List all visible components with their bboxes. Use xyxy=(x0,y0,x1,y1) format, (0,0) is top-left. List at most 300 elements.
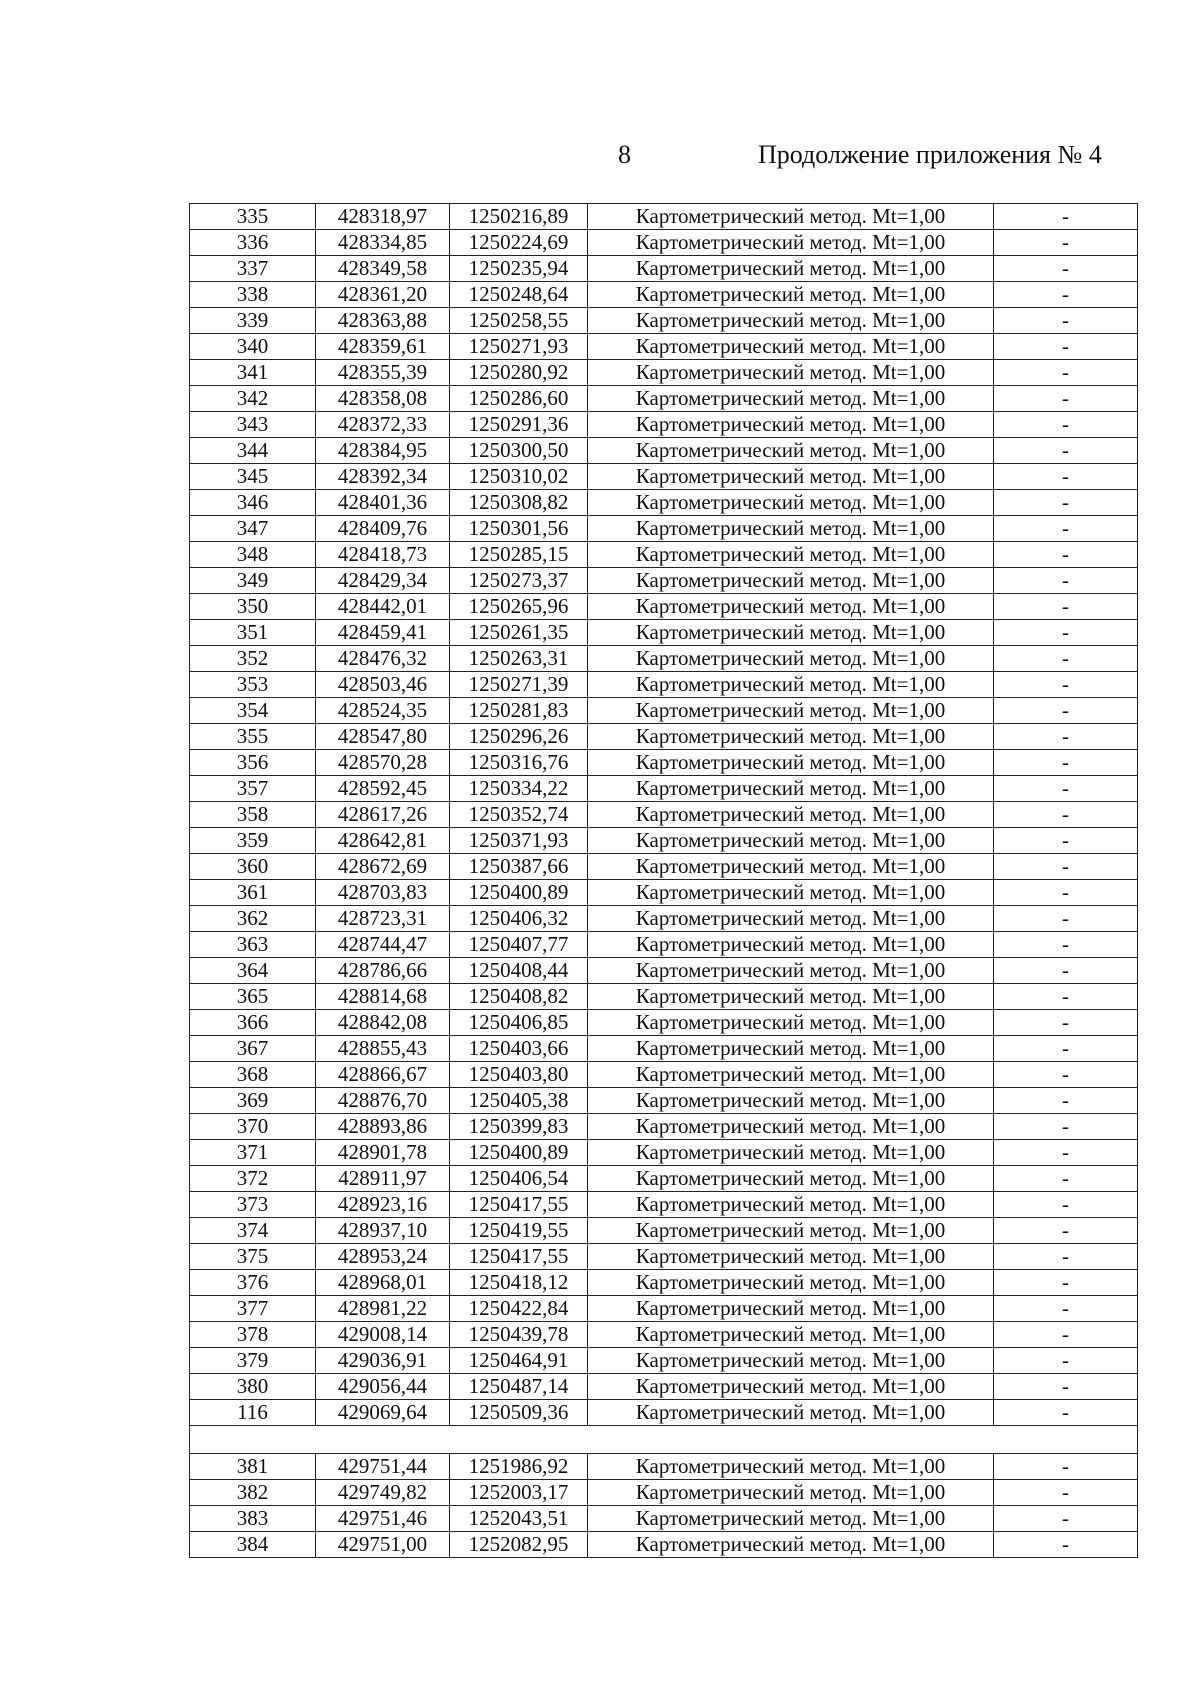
x-coordinate-cell: 428429,34 xyxy=(316,568,450,594)
note-cell: - xyxy=(994,1400,1138,1426)
x-coordinate-cell: 428937,10 xyxy=(316,1218,450,1244)
table-row xyxy=(190,256,1138,282)
note-cell: - xyxy=(994,1322,1138,1348)
note-cell: - xyxy=(994,698,1138,724)
x-coordinate-cell: 428911,97 xyxy=(316,1166,450,1192)
x-coordinate-cell: 429751,00 xyxy=(316,1532,450,1558)
y-coordinate-cell: 1250407,77 xyxy=(450,932,588,958)
note-cell: - xyxy=(994,1140,1138,1166)
note-cell: - xyxy=(994,412,1138,438)
table-row xyxy=(190,1244,1138,1270)
method-cell: Картометрический метод. Mt=1,00 xyxy=(588,594,994,620)
group-separator xyxy=(190,1426,1138,1454)
x-coordinate-cell: 428672,69 xyxy=(316,854,450,880)
note-cell: - xyxy=(994,386,1138,412)
x-coordinate-cell: 428570,28 xyxy=(316,750,450,776)
x-coordinate-cell: 428318,97 xyxy=(316,204,450,230)
note-cell: - xyxy=(994,1088,1138,1114)
point-number-cell: 365 xyxy=(190,984,316,1010)
method-cell: Картометрический метод. Mt=1,00 xyxy=(588,230,994,256)
separator-row xyxy=(190,1426,1138,1454)
table-row xyxy=(190,464,1138,490)
y-coordinate-cell: 1250406,32 xyxy=(450,906,588,932)
table-row xyxy=(190,438,1138,464)
x-coordinate-cell: 428723,31 xyxy=(316,906,450,932)
method-cell: Картометрический метод. Mt=1,00 xyxy=(588,1192,994,1218)
point-number-cell: 364 xyxy=(190,958,316,984)
method-cell: Картометрический метод. Mt=1,00 xyxy=(588,932,994,958)
table-row xyxy=(190,1218,1138,1244)
y-coordinate-cell: 1250280,92 xyxy=(450,360,588,386)
x-coordinate-cell: 428866,67 xyxy=(316,1062,450,1088)
note-cell: - xyxy=(994,1270,1138,1296)
point-number-cell: 352 xyxy=(190,646,316,672)
note-cell: - xyxy=(994,1374,1138,1400)
y-coordinate-cell: 1250371,93 xyxy=(450,828,588,854)
y-coordinate-cell: 1250400,89 xyxy=(450,880,588,906)
y-coordinate-cell: 1250271,39 xyxy=(450,672,588,698)
point-number-cell: 363 xyxy=(190,932,316,958)
point-number-cell: 362 xyxy=(190,906,316,932)
table-row xyxy=(190,802,1138,828)
method-cell: Картометрический метод. Mt=1,00 xyxy=(588,282,994,308)
x-coordinate-cell: 428359,61 xyxy=(316,334,450,360)
table-row xyxy=(190,204,1138,230)
x-coordinate-cell: 428442,01 xyxy=(316,594,450,620)
x-coordinate-cell: 428392,34 xyxy=(316,464,450,490)
table-row xyxy=(190,1088,1138,1114)
method-cell: Картометрический метод. Mt=1,00 xyxy=(588,412,994,438)
y-coordinate-cell: 1250509,36 xyxy=(450,1400,588,1426)
method-cell: Картометрический метод. Mt=1,00 xyxy=(588,1244,994,1270)
method-cell: Картометрический метод. Mt=1,00 xyxy=(588,360,994,386)
separator-cell xyxy=(190,1426,1138,1454)
x-coordinate-cell: 428786,66 xyxy=(316,958,450,984)
method-cell: Картометрический метод. Mt=1,00 xyxy=(588,1140,994,1166)
x-coordinate-cell: 428855,43 xyxy=(316,1036,450,1062)
x-coordinate-cell: 428981,22 xyxy=(316,1296,450,1322)
x-coordinate-cell: 428617,26 xyxy=(316,802,450,828)
method-cell: Картометрический метод. Mt=1,00 xyxy=(588,724,994,750)
y-coordinate-cell: 1250263,31 xyxy=(450,646,588,672)
y-coordinate-cell: 1250316,76 xyxy=(450,750,588,776)
table-row xyxy=(190,1506,1138,1532)
method-cell: Картометрический метод. Mt=1,00 xyxy=(588,542,994,568)
table-row xyxy=(190,958,1138,984)
method-cell: Картометрический метод. Mt=1,00 xyxy=(588,1166,994,1192)
note-cell: - xyxy=(994,594,1138,620)
note-cell: - xyxy=(994,542,1138,568)
note-cell: - xyxy=(994,516,1138,542)
point-number-cell: 354 xyxy=(190,698,316,724)
point-number-cell: 375 xyxy=(190,1244,316,1270)
y-coordinate-cell: 1250418,12 xyxy=(450,1270,588,1296)
point-number-cell: 344 xyxy=(190,438,316,464)
y-coordinate-cell: 1250265,96 xyxy=(450,594,588,620)
x-coordinate-cell: 428476,32 xyxy=(316,646,450,672)
point-number-cell: 371 xyxy=(190,1140,316,1166)
point-number-cell: 336 xyxy=(190,230,316,256)
note-cell: - xyxy=(994,1010,1138,1036)
x-coordinate-cell: 428372,33 xyxy=(316,412,450,438)
y-coordinate-cell: 1250403,80 xyxy=(450,1062,588,1088)
note-cell: - xyxy=(994,802,1138,828)
table-row xyxy=(190,282,1138,308)
table-row xyxy=(190,776,1138,802)
method-cell: Картометрический метод. Mt=1,00 xyxy=(588,620,994,646)
x-coordinate-cell: 428923,16 xyxy=(316,1192,450,1218)
method-cell: Картометрический метод. Mt=1,00 xyxy=(588,568,994,594)
page-header: Продолжение приложения № 4 xyxy=(758,140,1102,169)
method-cell: Картометрический метод. Mt=1,00 xyxy=(588,776,994,802)
point-number-cell: 368 xyxy=(190,1062,316,1088)
table-row xyxy=(190,1322,1138,1348)
method-cell: Картометрический метод. Mt=1,00 xyxy=(588,490,994,516)
note-cell: - xyxy=(994,724,1138,750)
y-coordinate-cell: 1250285,15 xyxy=(450,542,588,568)
method-cell: Картометрический метод. Mt=1,00 xyxy=(588,1088,994,1114)
point-number-cell: 338 xyxy=(190,282,316,308)
note-cell: - xyxy=(994,1192,1138,1218)
point-number-cell: 370 xyxy=(190,1114,316,1140)
method-cell: Картометрический метод. Mt=1,00 xyxy=(588,802,994,828)
method-cell: Картометрический метод. Mt=1,00 xyxy=(588,880,994,906)
point-number-cell: 355 xyxy=(190,724,316,750)
note-cell: - xyxy=(994,672,1138,698)
x-coordinate-cell: 429036,91 xyxy=(316,1348,450,1374)
table-row xyxy=(190,932,1138,958)
table-row xyxy=(190,1532,1138,1558)
method-cell: Картометрический метод. Mt=1,00 xyxy=(588,1480,994,1506)
table-row xyxy=(190,230,1138,256)
point-number-cell: 348 xyxy=(190,542,316,568)
y-coordinate-cell: 1250417,55 xyxy=(450,1244,588,1270)
point-number-cell: 349 xyxy=(190,568,316,594)
x-coordinate-cell: 428503,46 xyxy=(316,672,450,698)
method-cell: Картометрический метод. Mt=1,00 xyxy=(588,308,994,334)
x-coordinate-cell: 428361,20 xyxy=(316,282,450,308)
note-cell: - xyxy=(994,334,1138,360)
table-row xyxy=(190,334,1138,360)
y-coordinate-cell: 1252003,17 xyxy=(450,1480,588,1506)
x-coordinate-cell: 429008,14 xyxy=(316,1322,450,1348)
table-row xyxy=(190,880,1138,906)
table-row xyxy=(190,984,1138,1010)
point-number-cell: 377 xyxy=(190,1296,316,1322)
y-coordinate-cell: 1250273,37 xyxy=(450,568,588,594)
note-cell: - xyxy=(994,230,1138,256)
x-coordinate-cell: 429069,64 xyxy=(316,1400,450,1426)
y-coordinate-cell: 1251986,92 xyxy=(450,1454,588,1480)
x-coordinate-cell: 428901,78 xyxy=(316,1140,450,1166)
y-coordinate-cell: 1250408,44 xyxy=(450,958,588,984)
y-coordinate-cell: 1250406,54 xyxy=(450,1166,588,1192)
x-coordinate-cell: 428642,81 xyxy=(316,828,450,854)
method-cell: Картометрический метод. Mt=1,00 xyxy=(588,906,994,932)
note-cell: - xyxy=(994,282,1138,308)
x-coordinate-cell: 428418,73 xyxy=(316,542,450,568)
point-number-cell: 343 xyxy=(190,412,316,438)
table-row xyxy=(190,568,1138,594)
note-cell: - xyxy=(994,776,1138,802)
point-number-cell: 367 xyxy=(190,1036,316,1062)
method-cell: Картометрический метод. Mt=1,00 xyxy=(588,1218,994,1244)
table-row xyxy=(190,1036,1138,1062)
y-coordinate-cell: 1250487,14 xyxy=(450,1374,588,1400)
x-coordinate-cell: 428358,08 xyxy=(316,386,450,412)
y-coordinate-cell: 1250235,94 xyxy=(450,256,588,282)
method-cell: Картометрический метод. Mt=1,00 xyxy=(588,516,994,542)
y-coordinate-cell: 1250387,66 xyxy=(450,854,588,880)
method-cell: Картометрический метод. Mt=1,00 xyxy=(588,984,994,1010)
table-row xyxy=(190,1480,1138,1506)
point-number-cell: 380 xyxy=(190,1374,316,1400)
y-coordinate-cell: 1250334,22 xyxy=(450,776,588,802)
table-row xyxy=(190,360,1138,386)
x-coordinate-cell: 428363,88 xyxy=(316,308,450,334)
x-coordinate-cell: 428592,45 xyxy=(316,776,450,802)
y-coordinate-cell: 1252082,95 xyxy=(450,1532,588,1558)
table-row xyxy=(190,1140,1138,1166)
note-cell: - xyxy=(994,750,1138,776)
y-coordinate-cell: 1250406,85 xyxy=(450,1010,588,1036)
note-cell: - xyxy=(994,464,1138,490)
y-coordinate-cell: 1252043,51 xyxy=(450,1506,588,1532)
table-row xyxy=(190,490,1138,516)
method-cell: Картометрический метод. Mt=1,00 xyxy=(588,386,994,412)
x-coordinate-cell: 429749,82 xyxy=(316,1480,450,1506)
table-row xyxy=(190,1010,1138,1036)
point-number-cell: 374 xyxy=(190,1218,316,1244)
point-number-cell: 345 xyxy=(190,464,316,490)
y-coordinate-cell: 1250308,82 xyxy=(450,490,588,516)
x-coordinate-cell: 428384,95 xyxy=(316,438,450,464)
table-row xyxy=(190,412,1138,438)
table-row xyxy=(190,308,1138,334)
method-cell: Картометрический метод. Mt=1,00 xyxy=(588,334,994,360)
table-row xyxy=(190,1374,1138,1400)
method-cell: Картометрический метод. Mt=1,00 xyxy=(588,1322,994,1348)
point-number-cell: 356 xyxy=(190,750,316,776)
x-coordinate-cell: 429056,44 xyxy=(316,1374,450,1400)
y-coordinate-cell: 1250408,82 xyxy=(450,984,588,1010)
note-cell: - xyxy=(994,958,1138,984)
method-cell: Картометрический метод. Mt=1,00 xyxy=(588,1270,994,1296)
note-cell: - xyxy=(994,880,1138,906)
table-row xyxy=(190,854,1138,880)
y-coordinate-cell: 1250352,74 xyxy=(450,802,588,828)
y-coordinate-cell: 1250310,02 xyxy=(450,464,588,490)
note-cell: - xyxy=(994,308,1138,334)
point-number-cell: 342 xyxy=(190,386,316,412)
y-coordinate-cell: 1250216,89 xyxy=(450,204,588,230)
x-coordinate-cell: 428334,85 xyxy=(316,230,450,256)
table-row xyxy=(190,1114,1138,1140)
method-cell: Картометрический метод. Mt=1,00 xyxy=(588,1506,994,1532)
method-cell: Картометрический метод. Mt=1,00 xyxy=(588,958,994,984)
x-coordinate-cell: 428459,41 xyxy=(316,620,450,646)
method-cell: Картометрический метод. Mt=1,00 xyxy=(588,1400,994,1426)
point-number-cell: 360 xyxy=(190,854,316,880)
x-coordinate-cell: 428355,39 xyxy=(316,360,450,386)
note-cell: - xyxy=(994,906,1138,932)
x-coordinate-cell: 428744,47 xyxy=(316,932,450,958)
point-number-cell: 346 xyxy=(190,490,316,516)
x-coordinate-cell: 428547,80 xyxy=(316,724,450,750)
table-row xyxy=(190,1270,1138,1296)
y-coordinate-cell: 1250464,91 xyxy=(450,1348,588,1374)
point-number-cell: 116 xyxy=(190,1400,316,1426)
note-cell: - xyxy=(994,256,1138,282)
note-cell: - xyxy=(994,1480,1138,1506)
x-coordinate-cell: 428953,24 xyxy=(316,1244,450,1270)
x-coordinate-cell: 429751,46 xyxy=(316,1506,450,1532)
y-coordinate-cell: 1250286,60 xyxy=(450,386,588,412)
point-number-cell: 366 xyxy=(190,1010,316,1036)
note-cell: - xyxy=(994,1296,1138,1322)
x-coordinate-cell: 428893,86 xyxy=(316,1114,450,1140)
y-coordinate-cell: 1250403,66 xyxy=(450,1036,588,1062)
table-row xyxy=(190,1348,1138,1374)
point-number-cell: 347 xyxy=(190,516,316,542)
note-cell: - xyxy=(994,360,1138,386)
point-number-cell: 357 xyxy=(190,776,316,802)
point-number-cell: 379 xyxy=(190,1348,316,1374)
y-coordinate-cell: 1250291,36 xyxy=(450,412,588,438)
point-number-cell: 358 xyxy=(190,802,316,828)
note-cell: - xyxy=(994,490,1138,516)
point-number-cell: 351 xyxy=(190,620,316,646)
x-coordinate-cell: 428814,68 xyxy=(316,984,450,1010)
note-cell: - xyxy=(994,620,1138,646)
page-number: 8 xyxy=(618,140,631,169)
note-cell: - xyxy=(994,1532,1138,1558)
y-coordinate-cell: 1250271,93 xyxy=(450,334,588,360)
point-number-cell: 372 xyxy=(190,1166,316,1192)
x-coordinate-cell: 428968,01 xyxy=(316,1270,450,1296)
method-cell: Картометрический метод. Mt=1,00 xyxy=(588,698,994,724)
table-row xyxy=(190,594,1138,620)
coordinates-table xyxy=(189,203,1138,1558)
x-coordinate-cell: 428703,83 xyxy=(316,880,450,906)
table-row xyxy=(190,724,1138,750)
point-number-cell: 337 xyxy=(190,256,316,282)
table-row xyxy=(190,672,1138,698)
y-coordinate-cell: 1250296,26 xyxy=(450,724,588,750)
y-coordinate-cell: 1250224,69 xyxy=(450,230,588,256)
x-coordinate-cell: 428349,58 xyxy=(316,256,450,282)
y-coordinate-cell: 1250400,89 xyxy=(450,1140,588,1166)
method-cell: Картометрический метод. Mt=1,00 xyxy=(588,1296,994,1322)
table-row xyxy=(190,386,1138,412)
method-cell: Картометрический метод. Mt=1,00 xyxy=(588,204,994,230)
table-row xyxy=(190,828,1138,854)
point-number-cell: 341 xyxy=(190,360,316,386)
note-cell: - xyxy=(994,1506,1138,1532)
note-cell: - xyxy=(994,1062,1138,1088)
point-number-cell: 350 xyxy=(190,594,316,620)
note-cell: - xyxy=(994,568,1138,594)
table-row xyxy=(190,1454,1138,1480)
x-coordinate-cell: 428876,70 xyxy=(316,1088,450,1114)
method-cell: Картометрический метод. Mt=1,00 xyxy=(588,854,994,880)
point-number-cell: 359 xyxy=(190,828,316,854)
point-number-cell: 381 xyxy=(190,1454,316,1480)
y-coordinate-cell: 1250281,83 xyxy=(450,698,588,724)
coordinates-group-2 xyxy=(190,1454,1138,1558)
method-cell: Картометрический метод. Mt=1,00 xyxy=(588,646,994,672)
y-coordinate-cell: 1250301,56 xyxy=(450,516,588,542)
method-cell: Картометрический метод. Mt=1,00 xyxy=(588,438,994,464)
method-cell: Картометрический метод. Mt=1,00 xyxy=(588,1374,994,1400)
table-row xyxy=(190,516,1138,542)
method-cell: Картометрический метод. Mt=1,00 xyxy=(588,1010,994,1036)
point-number-cell: 361 xyxy=(190,880,316,906)
y-coordinate-cell: 1250405,38 xyxy=(450,1088,588,1114)
x-coordinate-cell: 428401,36 xyxy=(316,490,450,516)
method-cell: Картометрический метод. Mt=1,00 xyxy=(588,828,994,854)
note-cell: - xyxy=(994,932,1138,958)
note-cell: - xyxy=(994,646,1138,672)
y-coordinate-cell: 1250399,83 xyxy=(450,1114,588,1140)
note-cell: - xyxy=(994,1166,1138,1192)
y-coordinate-cell: 1250422,84 xyxy=(450,1296,588,1322)
y-coordinate-cell: 1250248,64 xyxy=(450,282,588,308)
table-row xyxy=(190,646,1138,672)
note-cell: - xyxy=(994,204,1138,230)
point-number-cell: 335 xyxy=(190,204,316,230)
y-coordinate-cell: 1250300,50 xyxy=(450,438,588,464)
method-cell: Картометрический метод. Mt=1,00 xyxy=(588,1532,994,1558)
table-row xyxy=(190,1192,1138,1218)
point-number-cell: 376 xyxy=(190,1270,316,1296)
note-cell: - xyxy=(994,1244,1138,1270)
note-cell: - xyxy=(994,1348,1138,1374)
method-cell: Картометрический метод. Mt=1,00 xyxy=(588,1114,994,1140)
point-number-cell: 373 xyxy=(190,1192,316,1218)
point-number-cell: 384 xyxy=(190,1532,316,1558)
point-number-cell: 340 xyxy=(190,334,316,360)
note-cell: - xyxy=(994,1036,1138,1062)
point-number-cell: 339 xyxy=(190,308,316,334)
y-coordinate-cell: 1250417,55 xyxy=(450,1192,588,1218)
table-row xyxy=(190,906,1138,932)
y-coordinate-cell: 1250419,55 xyxy=(450,1218,588,1244)
point-number-cell: 369 xyxy=(190,1088,316,1114)
x-coordinate-cell: 428842,08 xyxy=(316,1010,450,1036)
note-cell: - xyxy=(994,828,1138,854)
table-row xyxy=(190,698,1138,724)
table-row xyxy=(190,1062,1138,1088)
point-number-cell: 382 xyxy=(190,1480,316,1506)
point-number-cell: 378 xyxy=(190,1322,316,1348)
point-number-cell: 353 xyxy=(190,672,316,698)
method-cell: Картометрический метод. Mt=1,00 xyxy=(588,750,994,776)
table-row xyxy=(190,1166,1138,1192)
table-row xyxy=(190,750,1138,776)
note-cell: - xyxy=(994,1114,1138,1140)
method-cell: Картометрический метод. Mt=1,00 xyxy=(588,1036,994,1062)
point-number-cell: 383 xyxy=(190,1506,316,1532)
note-cell: - xyxy=(994,438,1138,464)
method-cell: Картометрический метод. Mt=1,00 xyxy=(588,672,994,698)
method-cell: Картометрический метод. Mt=1,00 xyxy=(588,1454,994,1480)
y-coordinate-cell: 1250261,35 xyxy=(450,620,588,646)
y-coordinate-cell: 1250439,78 xyxy=(450,1322,588,1348)
method-cell: Картометрический метод. Mt=1,00 xyxy=(588,1062,994,1088)
note-cell: - xyxy=(994,854,1138,880)
table-row xyxy=(190,542,1138,568)
